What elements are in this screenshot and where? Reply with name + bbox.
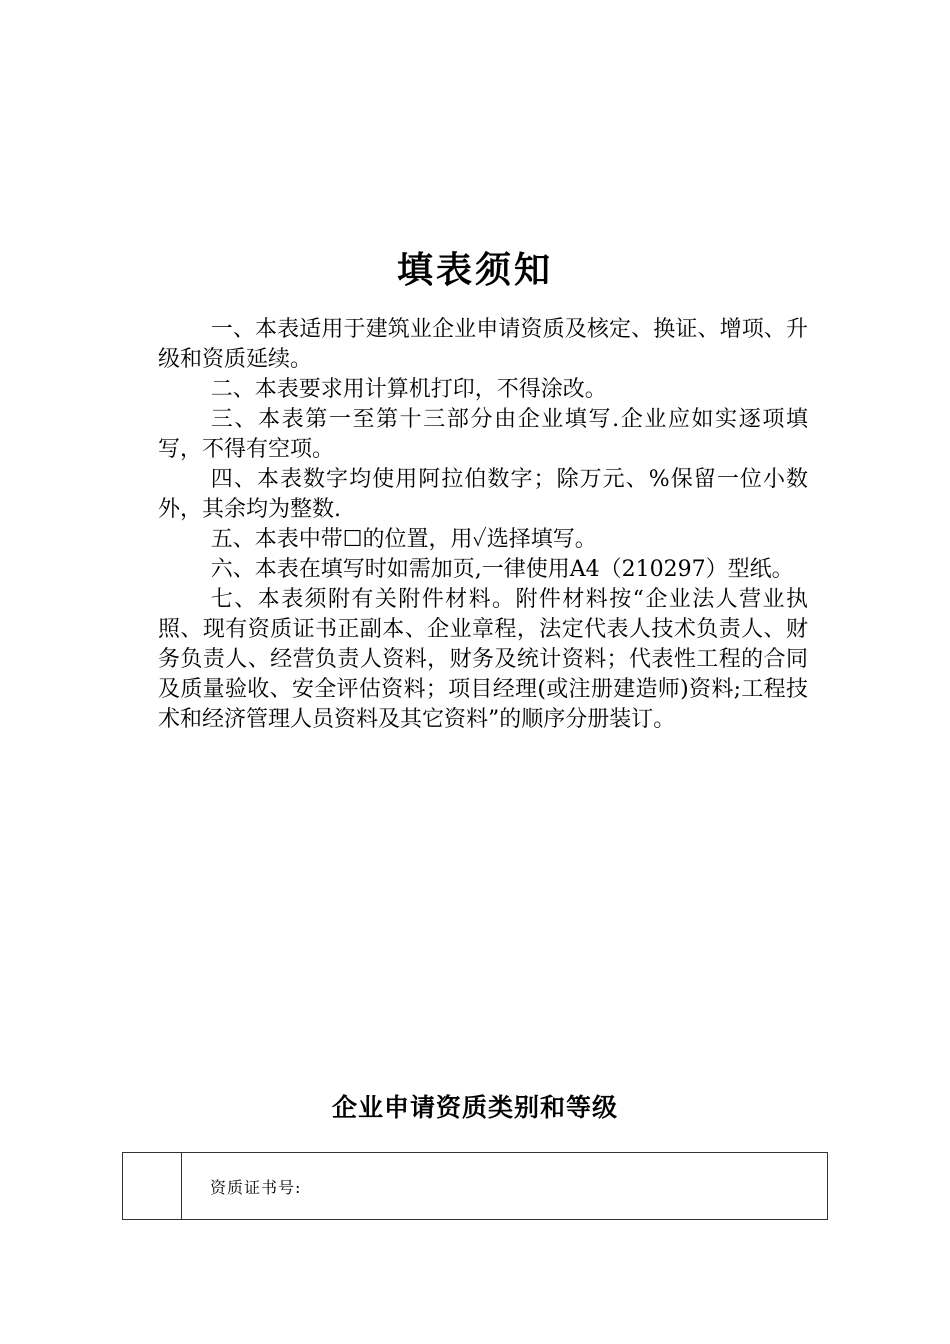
certificate-number-field[interactable] [182, 1153, 828, 1220]
instruction-item-3: 三、本表第一至第十三部分由企业填写.企业应如实逐项填写，不得有空项。 [158, 407, 808, 462]
instruction-item-6: 六、本表在填写时如需加页,一律使用A4（210297）型纸。 [210, 557, 794, 582]
table-row [123, 1153, 828, 1220]
instruction-item-7: 七、本表须附有关附件材料。附件材料按“企业法人营业执照、现有资质证书正副本、企业章程，法定代表人技术负责人、财务负责人、经营负责人资料，财务及统计资料；代表性工程的合同及质量验收、安全评估资料；项目经理(或注册建造师)资料;工程技术和经济管理人员资料及其它资料”的顺序分册装订。 [158, 587, 808, 732]
certificate-number-label: 资质证书号: [210, 1177, 302, 1197]
blank-cell[interactable] [123, 1153, 182, 1220]
instructions-list [158, 315, 808, 735]
instruction-item-1: 一、本表适用于建筑业企业申请资质及核定、换证、增项、升级和资质延续。 [158, 317, 808, 372]
instruction-item-5: 五、本表中带☐的位置，用✓选择填写。 [210, 527, 597, 552]
instruction-item-4: 四、本表数字均使用阿拉伯数字；除万元、%保留一位小数外，其余均为整数. [158, 467, 808, 522]
instruction-item-2: 二、本表要求用计算机打印，不得涂改。 [210, 377, 607, 402]
certificate-table [122, 1152, 828, 1220]
section-title: 企业申请资质类别和等级 [331, 1093, 618, 1122]
page-title: 填表须知 [396, 249, 553, 291]
